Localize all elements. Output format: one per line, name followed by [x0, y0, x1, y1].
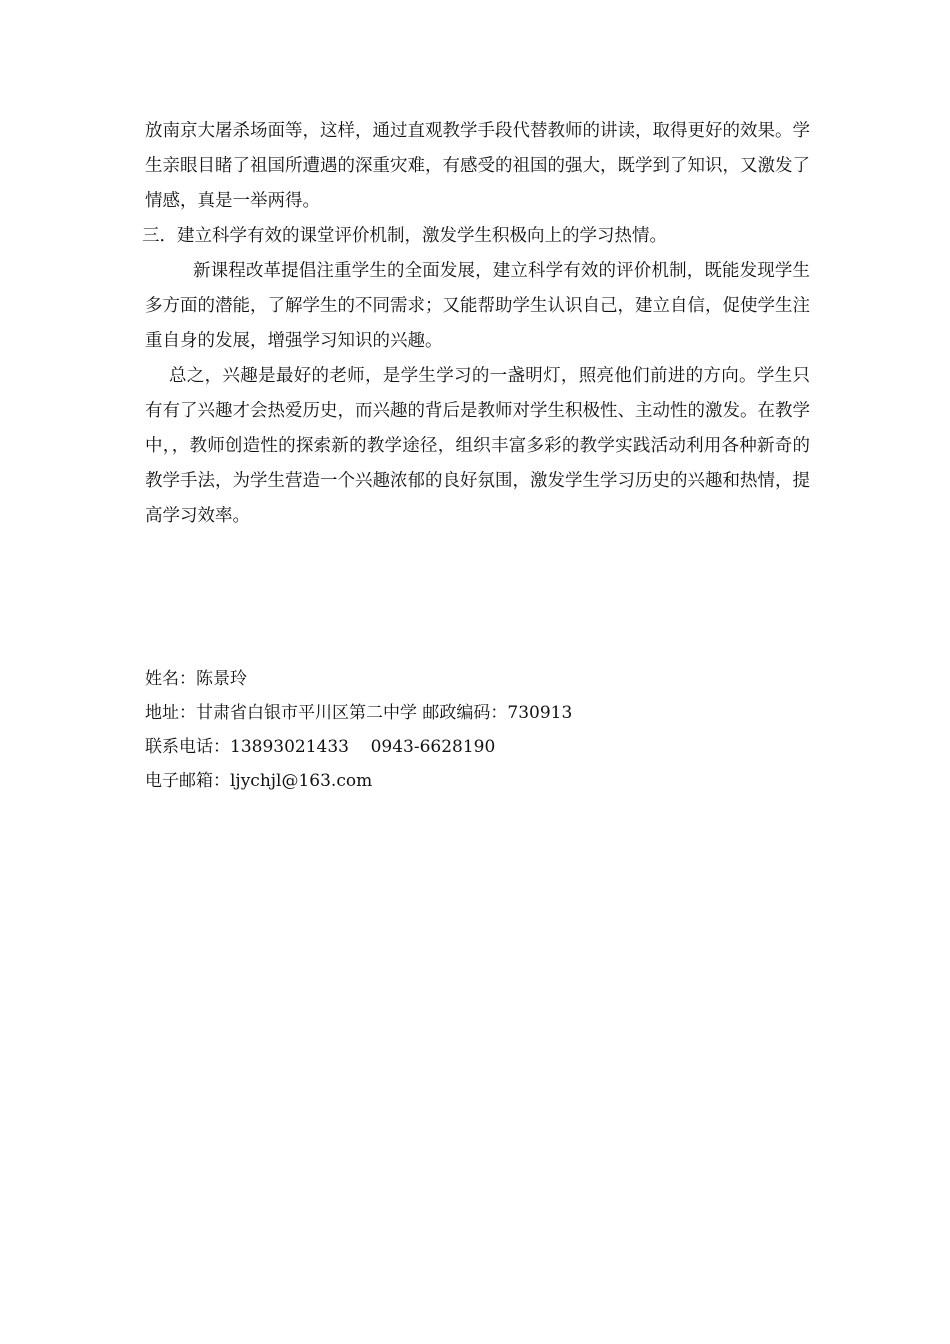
- paragraph-evaluation: 新课程改革提倡注重学生的全面发展，建立科学有效的评价机制，既能发现学生多方面的潜能，了解学生的不同需求；又能帮助学生认识自己，建立自信，促使学生注重自身的发展，增强学习知识的兴趣。: [145, 261, 810, 351]
- author-name: 姓名：陈景玲: [145, 669, 247, 689]
- author-address: 地址：甘肃省白银市平川区第二中学 邮政编码：730913: [145, 703, 573, 723]
- author-phone: 联系电话：13893021433 0943-6628190: [145, 737, 496, 757]
- section-heading-3: 三．建立科学有效的课堂评价机制，激发学生积极向上的学习热情。: [142, 226, 667, 246]
- body-text: [142, 114, 810, 534]
- author-contact-block: [145, 662, 810, 798]
- paragraph-conclusion: 总之，兴趣是最好的老师，是学生学习的一盏明灯，照亮他们前进的方向。学生只有有了兴趣才会热爱历史，而兴趣的背后是教师对学生积极性、主动性的激发。在教学中，，教师创造性的探索新的教学途径，组织丰富多彩的教学实践活动利用各种新奇的教学手法，为学生营造一个兴趣浓郁的良好氛围，激发学生学习历史的兴趣和热情，提高学习效率。: [145, 366, 810, 526]
- author-email: 电子邮箱：ljychjl@163.com: [145, 771, 373, 791]
- paragraph-continuation: 放南京大屠杀场面等，这样，通过直观教学手段代替教师的讲读，取得更好的效果。学生亲眼目睹了祖国所遭遇的深重灾难，有感受的祖国的强大，既学到了知识，又激发了情感，真是一举两得。: [145, 121, 810, 211]
